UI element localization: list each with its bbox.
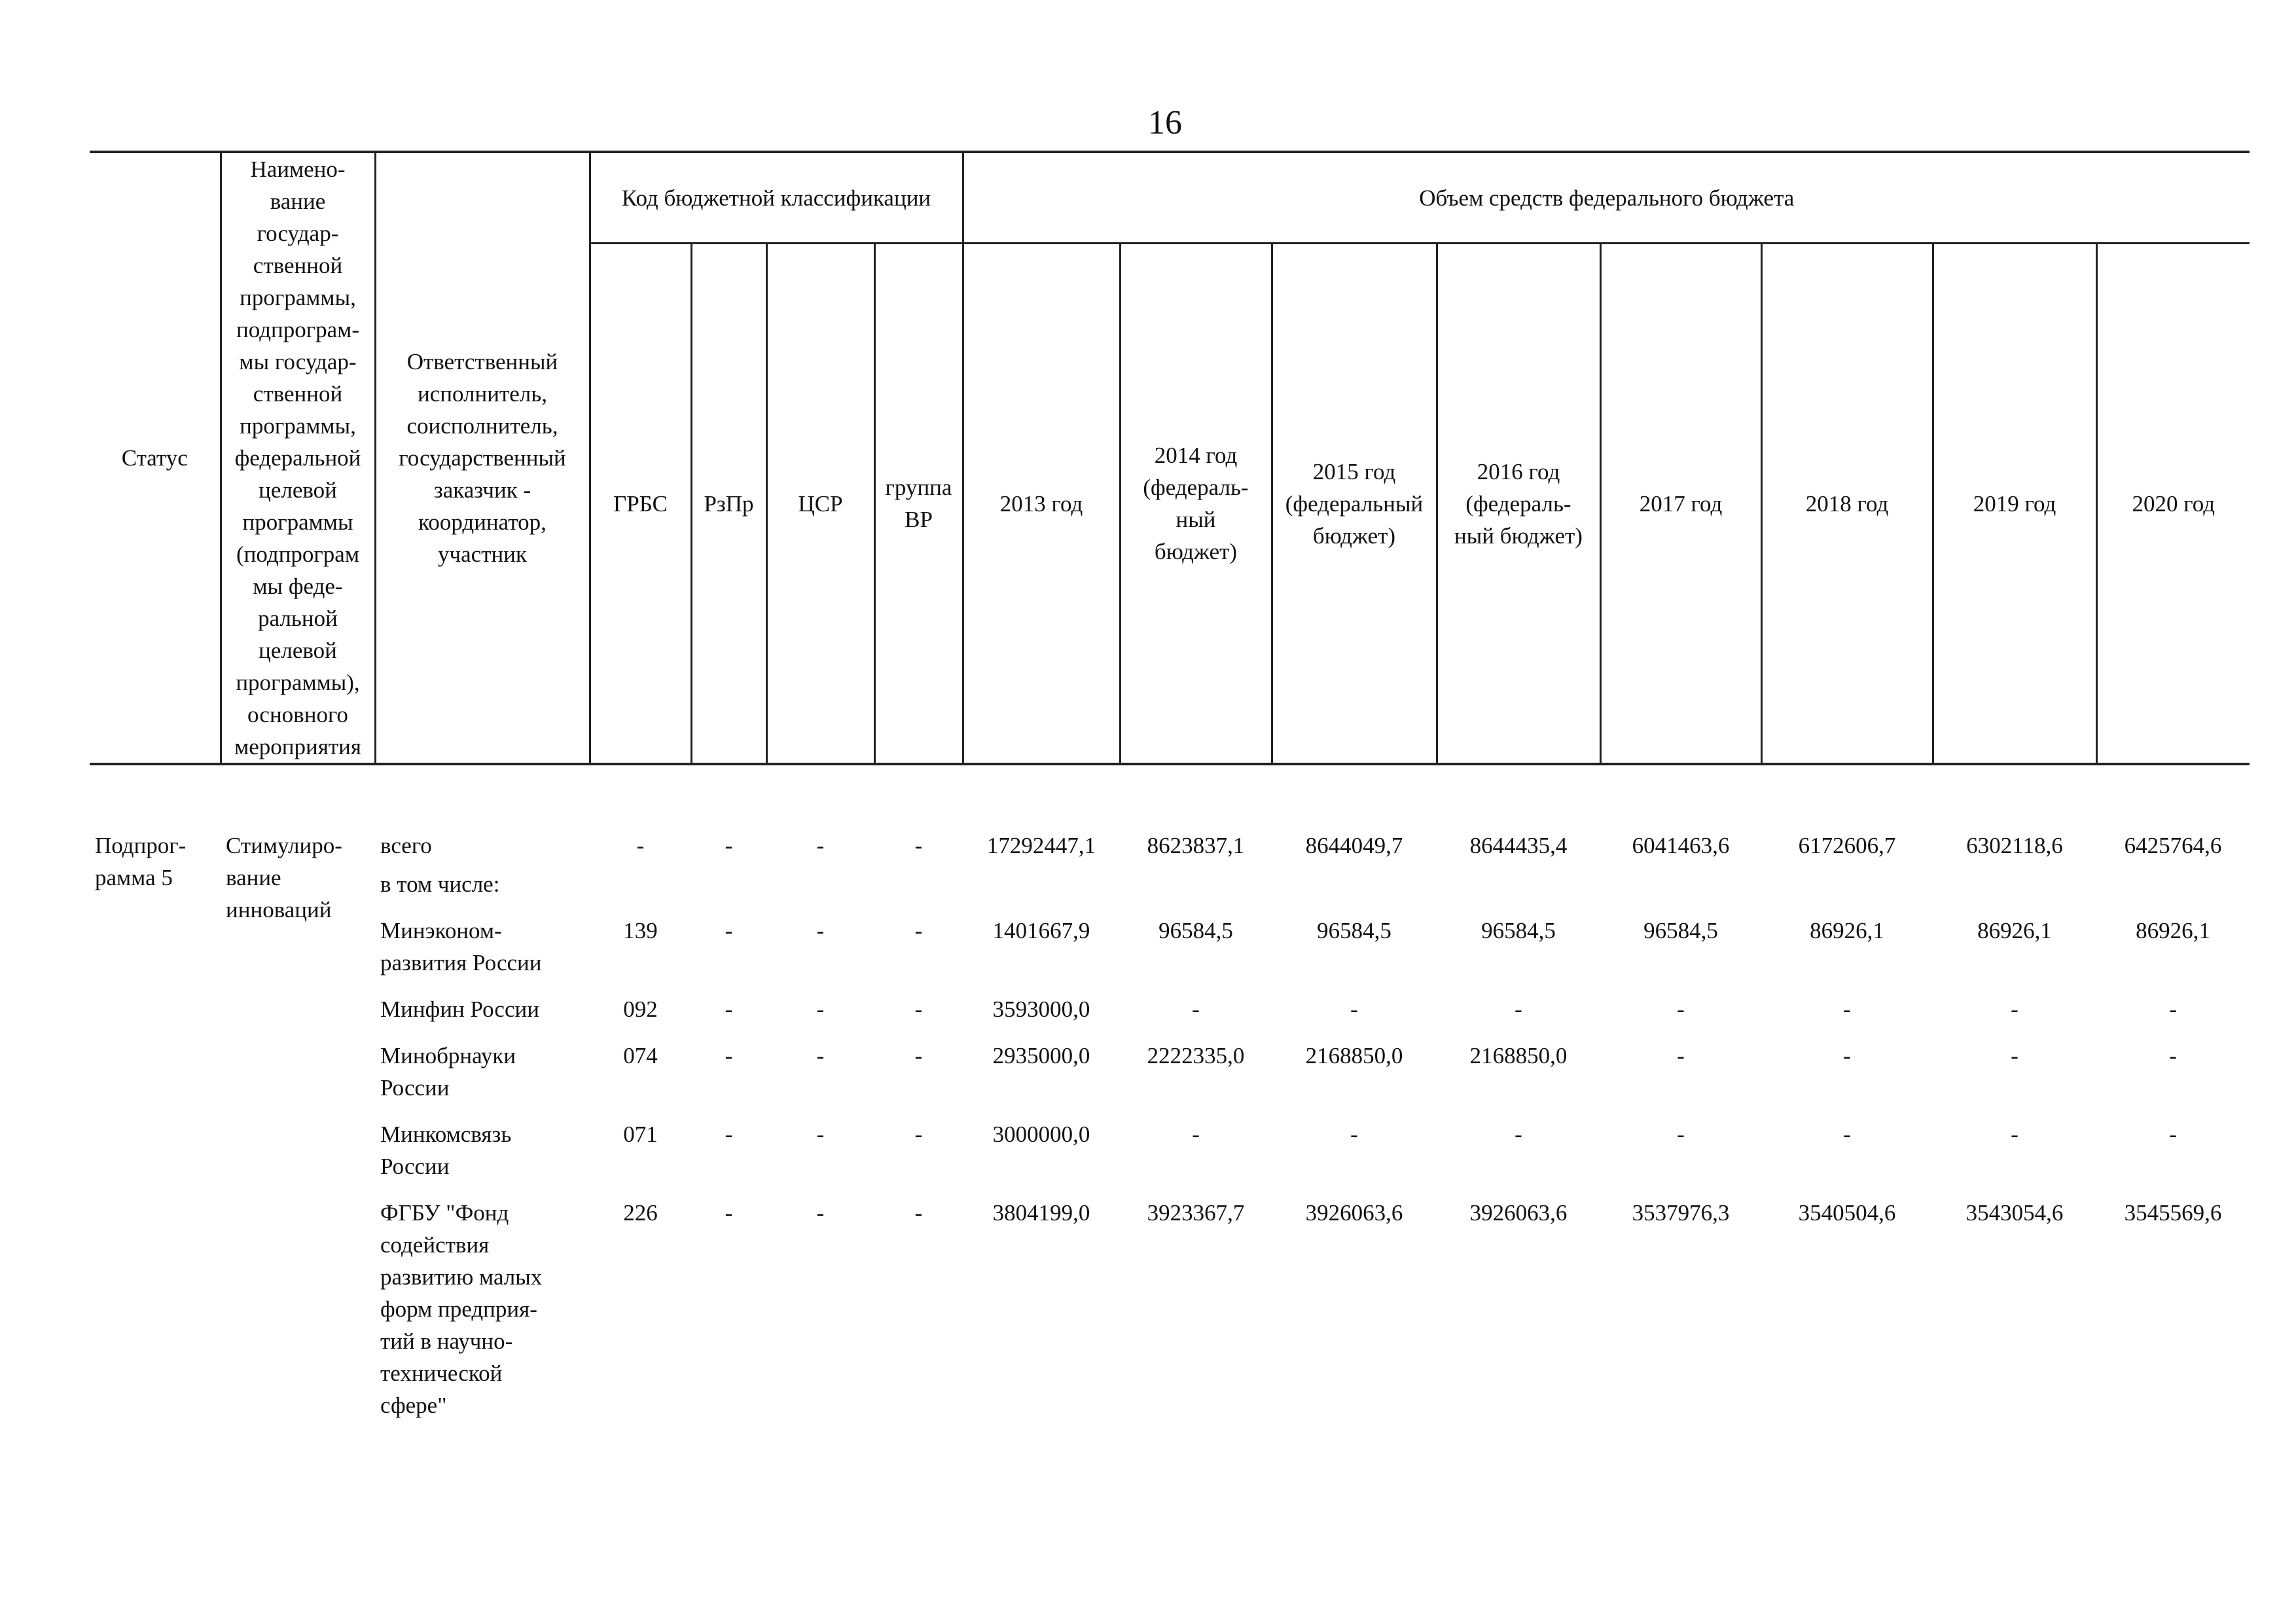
header-year-2020: 2020 год bbox=[2096, 244, 2250, 765]
table-row bbox=[90, 822, 2250, 868]
row-grbs: 071 bbox=[623, 1122, 658, 1147]
table-row bbox=[90, 868, 2250, 907]
row-value-2014: - bbox=[1192, 1122, 1200, 1147]
header-responsible: Ответственный исполнитель, соисполнитель, государственный заказчик - координатор, участник bbox=[375, 152, 590, 764]
table-row bbox=[90, 1189, 2250, 1428]
header-grbs: ГРБС bbox=[590, 244, 691, 765]
table-row bbox=[90, 1110, 2250, 1189]
row-value-2020: - bbox=[2169, 1043, 2177, 1068]
row-value-2015: 96584,5 bbox=[1317, 918, 1391, 943]
header-year-2018: 2018 год bbox=[1761, 244, 1933, 765]
row-value-2016: 96584,5 bbox=[1481, 918, 1556, 943]
row-value-2017: - bbox=[1677, 1122, 1685, 1147]
header-vr-group: группа ВР bbox=[874, 244, 963, 765]
row-value-2014: 96584,5 bbox=[1158, 918, 1233, 943]
row-value-2013: 3804199,0 bbox=[992, 1200, 1090, 1226]
row-csr: - bbox=[816, 1122, 825, 1147]
table-row bbox=[90, 985, 2250, 1032]
row-value-2013: 17292447,1 bbox=[986, 833, 1096, 858]
row-grbs: - bbox=[636, 833, 645, 858]
table-row bbox=[90, 1032, 2250, 1110]
program-status: Подпрог- рамма 5 bbox=[95, 833, 187, 890]
row-vr: - bbox=[914, 1200, 923, 1226]
row-value-2015: 2168850,0 bbox=[1305, 1043, 1403, 1068]
row-value-2013: 2935000,0 bbox=[992, 1043, 1090, 1068]
row-value-2020: - bbox=[2169, 1122, 2177, 1147]
row-value-2016: 2168850,0 bbox=[1469, 1043, 1568, 1068]
header-year-2015: 2015 год (федеральный бюджет) bbox=[1272, 244, 1437, 765]
header-rzpr: РзПр bbox=[691, 244, 766, 765]
row-value-2019: - bbox=[2011, 996, 2018, 1022]
row-value-2017: - bbox=[1677, 1043, 1685, 1068]
row-value-2017: 96584,5 bbox=[1643, 918, 1718, 943]
row-value-2018: - bbox=[1843, 1043, 1851, 1068]
row-value-2019: - bbox=[2011, 1122, 2018, 1147]
table-header bbox=[90, 152, 2250, 764]
table-row bbox=[90, 907, 2250, 985]
row-value-2018: 86926,1 bbox=[1810, 918, 1884, 943]
row-value-2020: - bbox=[2169, 996, 2177, 1022]
header-year-2013: 2013 год bbox=[963, 244, 1120, 765]
row-value-2015: - bbox=[1350, 1122, 1358, 1147]
row-value-2018: - bbox=[1843, 996, 1851, 1022]
row-value-2018: - bbox=[1843, 1122, 1851, 1147]
row-value-2015: - bbox=[1350, 996, 1358, 1022]
row-value-2014: 8623837,1 bbox=[1147, 833, 1245, 858]
row-rzpr: - bbox=[725, 1043, 733, 1068]
row-responsible: Минобрнауки России bbox=[380, 1043, 516, 1101]
row-vr: - bbox=[914, 1122, 923, 1147]
row-value-2013: 3000000,0 bbox=[992, 1122, 1090, 1147]
row-rzpr: - bbox=[725, 996, 733, 1022]
table-body bbox=[90, 764, 2250, 1428]
budget-table bbox=[90, 151, 2250, 1428]
row-value-2020: 86926,1 bbox=[2136, 918, 2210, 943]
row-vr: - bbox=[914, 918, 923, 943]
row-csr: - bbox=[816, 1200, 825, 1226]
row-rzpr: - bbox=[725, 918, 733, 943]
row-value-2014: - bbox=[1192, 996, 1200, 1022]
row-value-2013: 1401667,9 bbox=[992, 918, 1090, 943]
row-value-2020: 6425764,6 bbox=[2124, 833, 2222, 858]
row-responsible: всего bbox=[380, 833, 432, 858]
row-responsible: ФГБУ "Фонд содействия развитию малых форм предприя- тий в научно- технической сфере" bbox=[380, 1200, 543, 1418]
row-vr: - bbox=[914, 1043, 923, 1068]
row-grbs: 092 bbox=[623, 996, 658, 1022]
row-csr: - bbox=[816, 1043, 825, 1068]
row-csr: - bbox=[816, 833, 825, 858]
row-value-2019: 86926,1 bbox=[1977, 918, 2052, 943]
row-csr: - bbox=[816, 918, 825, 943]
row-value-2017: - bbox=[1677, 996, 1685, 1022]
row-grbs: 226 bbox=[623, 1200, 658, 1226]
row-value-2013: 3593000,0 bbox=[992, 996, 1090, 1022]
row-value-2017: 6041463,6 bbox=[1632, 833, 1730, 858]
row-rzpr: - bbox=[725, 833, 733, 858]
row-rzpr: - bbox=[725, 1200, 733, 1226]
header-program-name: Наимено- вание государ- ственной программы, подпрограм- мы государ- ственной программы, федеральной целевой программы (подпрограм мы феде- ральной целевой программы), основного мероприятия bbox=[221, 152, 375, 764]
including-label: в том числе: bbox=[380, 871, 500, 897]
row-csr: - bbox=[816, 996, 825, 1022]
row-value-2016: 8644435,4 bbox=[1469, 833, 1568, 858]
row-value-2014: 3923367,7 bbox=[1147, 1200, 1245, 1226]
row-value-2016: 3926063,6 bbox=[1469, 1200, 1568, 1226]
row-vr: - bbox=[914, 996, 923, 1022]
row-value-2019: 6302118,6 bbox=[1966, 833, 2063, 858]
header-csr: ЦСР bbox=[766, 244, 874, 765]
row-value-2017: 3537976,3 bbox=[1632, 1200, 1730, 1226]
row-grbs: 139 bbox=[623, 918, 658, 943]
row-value-2020: 3545569,6 bbox=[2124, 1200, 2222, 1226]
header-year-2019: 2019 год bbox=[1933, 244, 2096, 765]
header-budget-code-group: Код бюджетной классификации bbox=[590, 152, 963, 244]
row-value-2018: 3540504,6 bbox=[1798, 1200, 1896, 1226]
page-number: 16 bbox=[1148, 104, 1182, 141]
row-responsible: Минкомсвязь России bbox=[380, 1122, 512, 1179]
row-value-2015: 8644049,7 bbox=[1305, 833, 1403, 858]
row-grbs: 074 bbox=[623, 1043, 658, 1068]
header-year-2017: 2017 год bbox=[1600, 244, 1761, 765]
row-vr: - bbox=[914, 833, 923, 858]
row-value-2018: 6172606,7 bbox=[1798, 833, 1896, 858]
row-value-2019: 3543054,6 bbox=[1965, 1200, 2064, 1226]
row-responsible: Минфин России bbox=[380, 996, 539, 1022]
row-rzpr: - bbox=[725, 1122, 733, 1147]
program-name: Стимулиро- вание инноваций bbox=[226, 833, 342, 922]
row-value-2015: 3926063,6 bbox=[1305, 1200, 1403, 1226]
row-value-2016: - bbox=[1515, 1122, 1522, 1147]
row-value-2014: 2222335,0 bbox=[1147, 1043, 1245, 1068]
row-responsible: Минэконом- развития России bbox=[380, 918, 542, 976]
header-federal-budget-group: Объем средств федерального бюджета bbox=[963, 152, 2250, 244]
header-status: Статус bbox=[90, 152, 221, 764]
header-year-2016: 2016 год (федераль- ный бюджет) bbox=[1437, 244, 1600, 765]
header-year-2014: 2014 год (федераль- ный бюджет) bbox=[1120, 244, 1272, 765]
row-value-2019: - bbox=[2011, 1043, 2018, 1068]
row-value-2016: - bbox=[1515, 996, 1522, 1022]
